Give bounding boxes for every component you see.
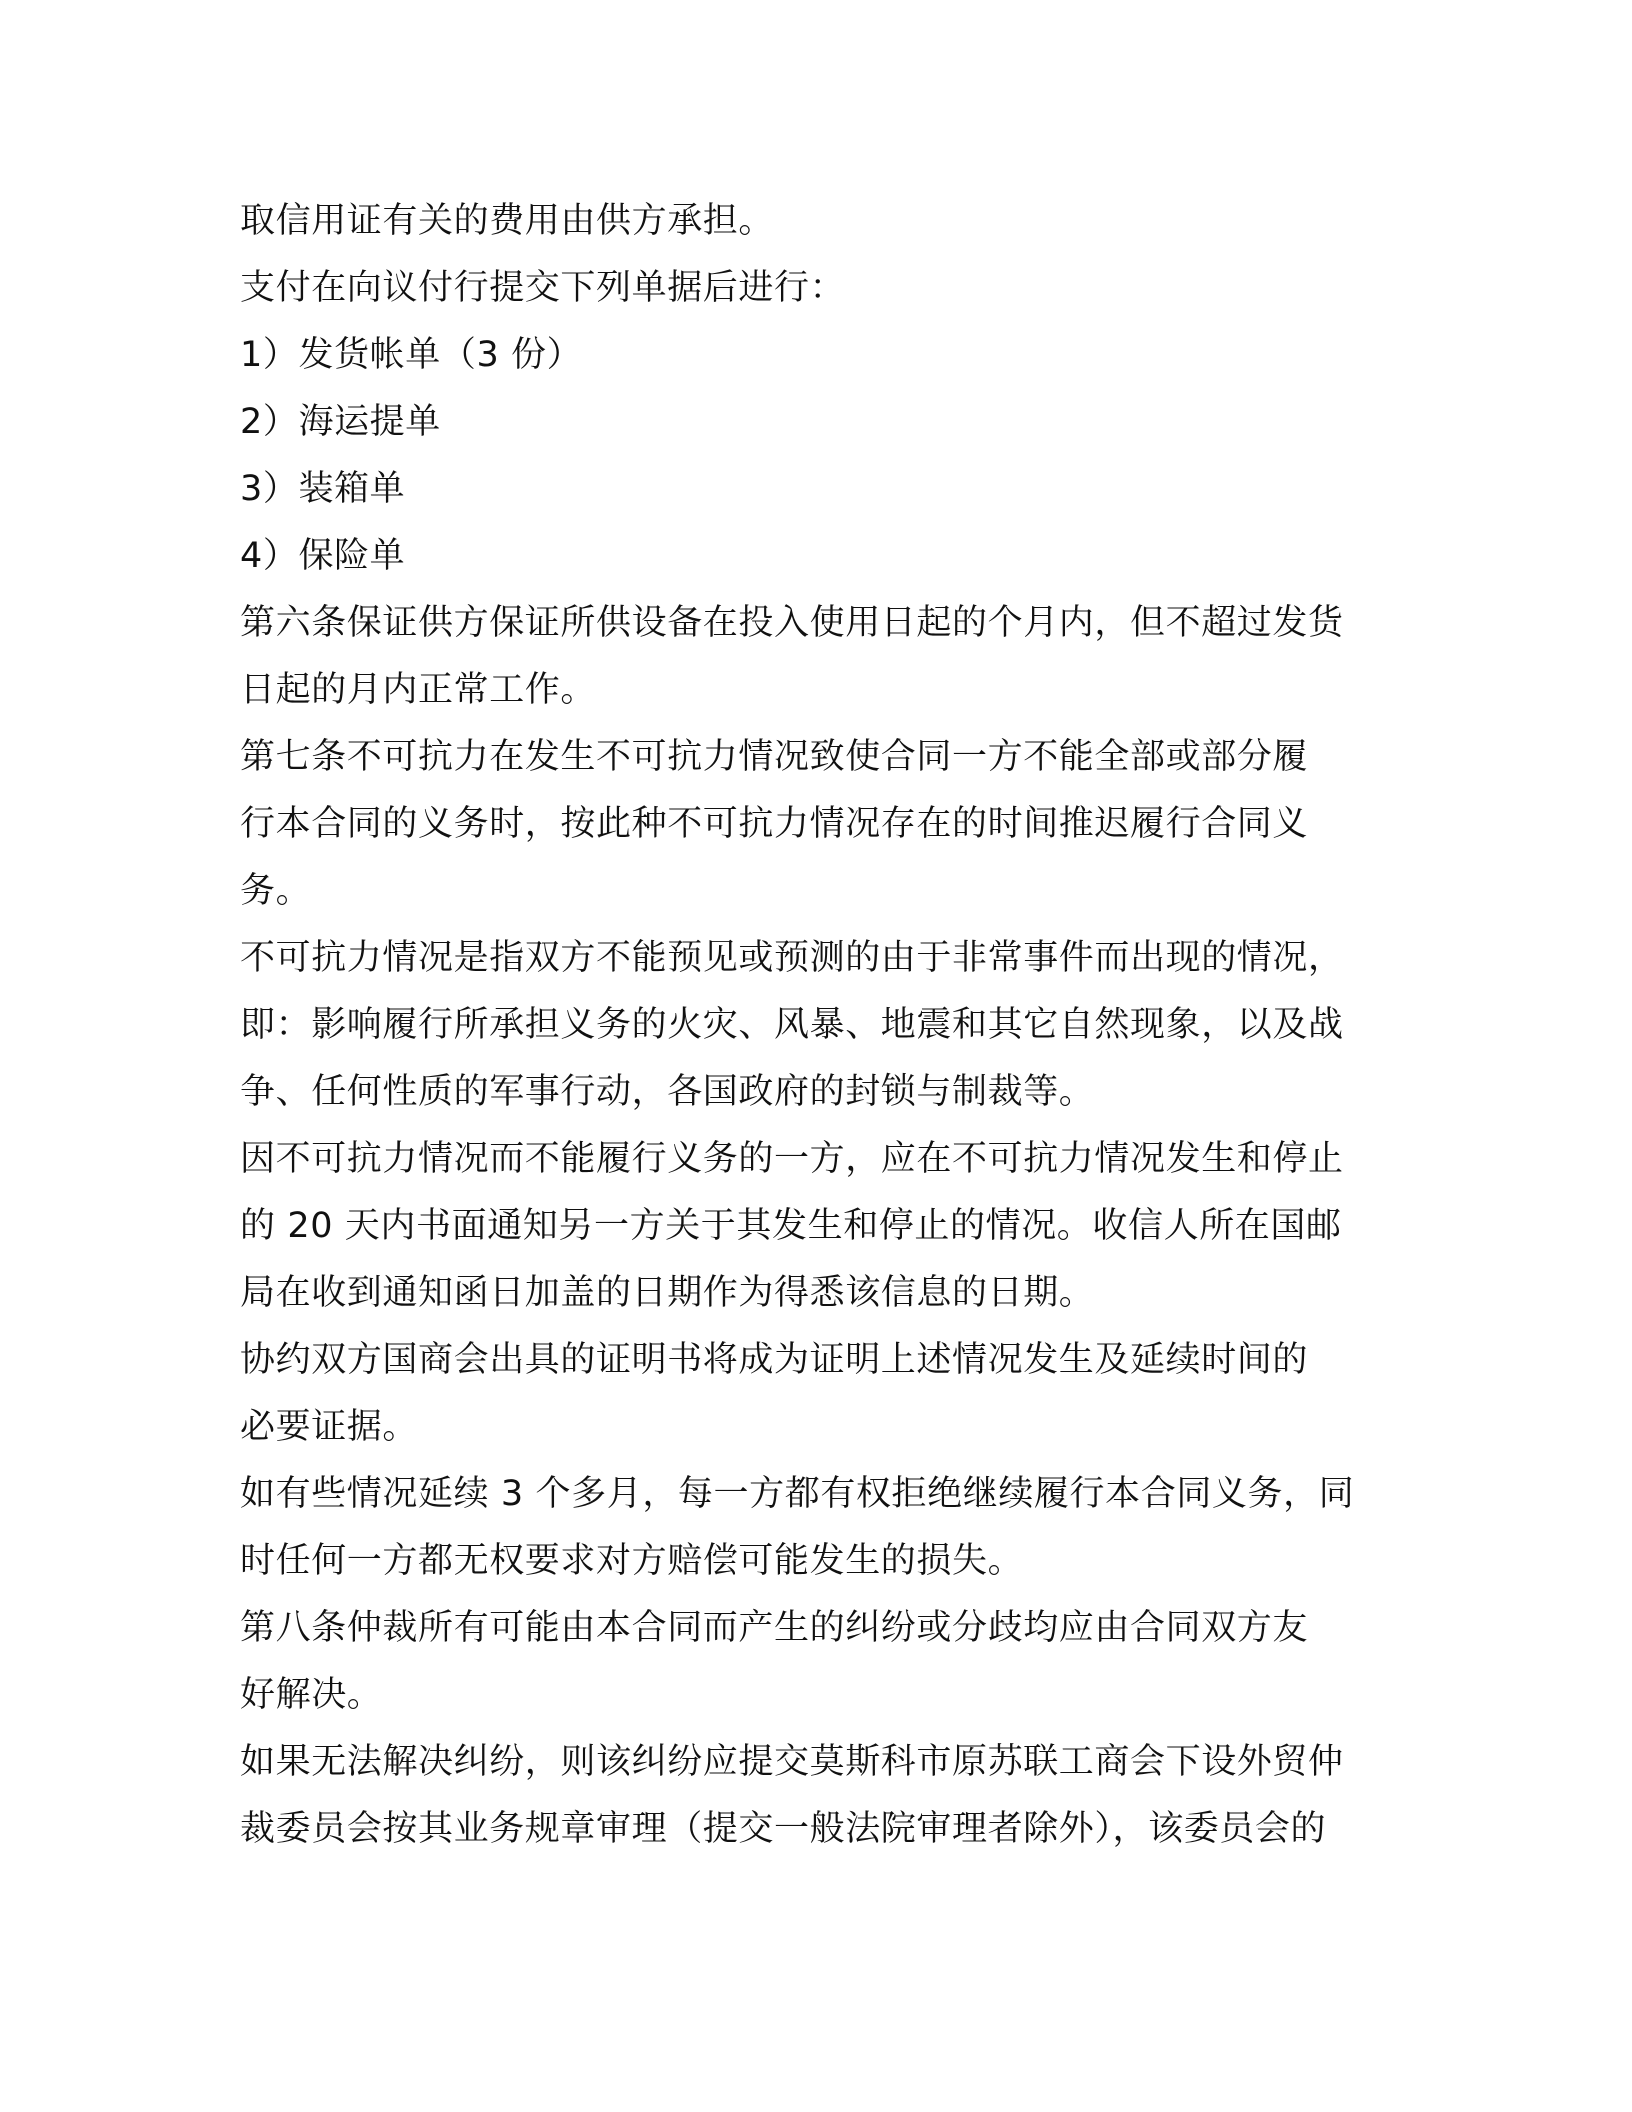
text-line: 如有些情况延续 3 个多月，每一方都有权拒绝继续履行本合同义务，同	[240, 1474, 1355, 1514]
text-line: 第八条仲裁所有可能由本合同而产生的纠纷或分歧均应由合同双方友	[240, 1608, 1309, 1648]
text-line: 不可抗力情况是指双方不能预见或预测的由于非常事件而出现的情况，	[240, 938, 1344, 978]
text-line: 裁委员会按其业务规章审理（提交一般法院审理者除外），该委员会的	[240, 1809, 1327, 1849]
list-item: 4）保险单	[240, 536, 406, 576]
text-line: 支付在向议付行提交下列单据后进行：	[240, 268, 846, 308]
text-line: 的 20 天内书面通知另一方关于其发生和停止的情况。收信人所在国邮	[240, 1206, 1342, 1246]
text-line: 即：影响履行所承担义务的火灾、风暴、地震和其它自然现象，以及战	[240, 1005, 1344, 1045]
text-line: 争、任何性质的军事行动，各国政府的封锁与制裁等。	[240, 1072, 1095, 1112]
text-line: 好解决。	[240, 1675, 383, 1715]
text-line: 必要证据。	[240, 1407, 419, 1447]
text-line: 时任何一方都无权要求对方赔偿可能发生的损失。	[240, 1541, 1024, 1581]
text-line: 务。	[240, 871, 312, 911]
text-line: 因不可抗力情况而不能履行义务的一方，应在不可抗力情况发生和停止	[240, 1139, 1344, 1179]
text-line: 行本合同的义务时，按此种不可抗力情况存在的时间推迟履行合同义	[240, 804, 1309, 844]
text-line: 第七条不可抗力在发生不可抗力情况致使合同一方不能全部或部分履	[240, 737, 1309, 777]
text-line: 日起的月内正常工作。	[240, 670, 597, 710]
list-item: 1）发货帐单（3 份）	[240, 335, 583, 375]
text-line: 如果无法解决纠纷，则该纠纷应提交莫斯科市原苏联工商会下设外贸仲	[240, 1742, 1344, 1782]
list-item: 3）装箱单	[240, 469, 406, 509]
text-line: 局在收到通知函日加盖的日期作为得悉该信息的日期。	[240, 1273, 1095, 1313]
document-body	[240, 188, 1392, 1863]
text-line: 协约双方国商会出具的证明书将成为证明上述情况发生及延续时间的	[240, 1340, 1309, 1380]
list-item: 2）海运提单	[240, 402, 441, 442]
text-line: 取信用证有关的费用由供方承担。	[240, 201, 775, 241]
text-line: 第六条保证供方保证所供设备在投入使用日起的个月内，但不超过发货	[240, 603, 1344, 643]
